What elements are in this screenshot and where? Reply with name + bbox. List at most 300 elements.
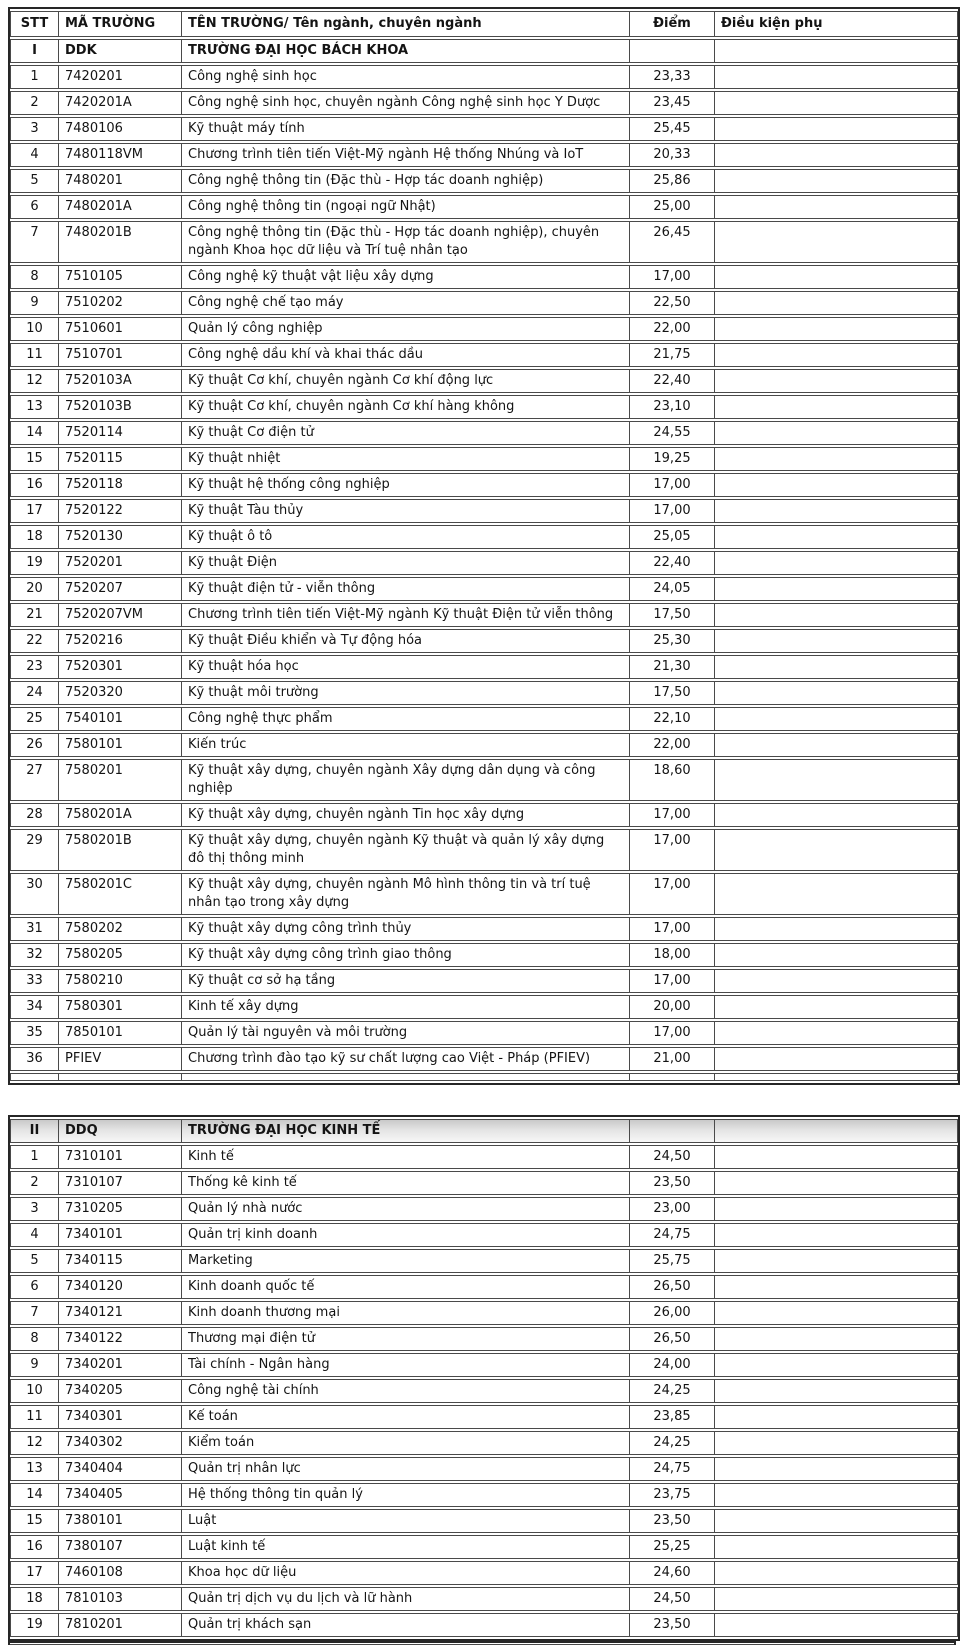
name-cell: Chương trình tiên tiến Việt-Mỹ ngành Hệ thống Nhúng và IoT bbox=[182, 143, 630, 167]
score-cell: 26,50 bbox=[630, 1327, 715, 1351]
scores-table-kinh-te bbox=[8, 1115, 960, 1641]
stt-cell: 6 bbox=[10, 195, 59, 219]
table-row bbox=[10, 1021, 958, 1045]
code-cell: 7520130 bbox=[59, 525, 182, 549]
header-stt: STT bbox=[10, 11, 59, 37]
code-cell: 7520216 bbox=[59, 629, 182, 653]
score-cell: 22,10 bbox=[630, 707, 715, 731]
name-cell: Kiến trúc bbox=[182, 733, 630, 757]
name-cell: Quản lý công nghiệp bbox=[182, 317, 630, 341]
name-cell: Quản trị nhân lực bbox=[182, 1457, 630, 1481]
name-cell: Marketing bbox=[182, 1249, 630, 1273]
table-row bbox=[10, 1353, 958, 1377]
stt-cell: 24 bbox=[10, 681, 59, 705]
stt-cell: 15 bbox=[10, 1509, 59, 1533]
table-row bbox=[10, 1327, 958, 1351]
score-cell: 17,50 bbox=[630, 603, 715, 627]
condition-cell bbox=[715, 1249, 958, 1273]
code-cell: 7480106 bbox=[59, 117, 182, 141]
score-cell: 26,50 bbox=[630, 1275, 715, 1299]
condition-cell bbox=[715, 1457, 958, 1481]
name-cell: Kỹ thuật Tàu thủy bbox=[182, 499, 630, 523]
empty-cell bbox=[10, 1073, 59, 1081]
stt-cell: 14 bbox=[10, 1483, 59, 1507]
condition-cell bbox=[715, 1431, 958, 1455]
stt-cell: 7 bbox=[10, 221, 59, 263]
stt-cell: 5 bbox=[10, 1249, 59, 1273]
score-cell: 21,30 bbox=[630, 655, 715, 679]
score-cell: 23,45 bbox=[630, 91, 715, 115]
spacer-row bbox=[10, 1073, 958, 1081]
header-score: Điểm bbox=[630, 11, 715, 37]
name-cell: Công nghệ sinh học bbox=[182, 65, 630, 89]
empty-cell bbox=[630, 1073, 715, 1081]
table-row bbox=[10, 421, 958, 445]
table-row bbox=[10, 117, 958, 141]
table-row bbox=[10, 1535, 958, 1559]
section-bach-khoa-body bbox=[10, 39, 958, 1081]
score-cell: 24,25 bbox=[630, 1431, 715, 1455]
score-cell: 24,00 bbox=[630, 1353, 715, 1377]
table-row bbox=[10, 917, 958, 941]
condition-cell bbox=[715, 577, 958, 601]
stt-cell: 18 bbox=[10, 525, 59, 549]
table-row bbox=[10, 265, 958, 289]
condition-cell bbox=[715, 317, 958, 341]
empty-cell bbox=[715, 1073, 958, 1081]
table-row bbox=[10, 603, 958, 627]
code-cell: 7340405 bbox=[59, 1483, 182, 1507]
condition-cell bbox=[715, 733, 958, 757]
name-cell: Tài chính - Ngân hàng bbox=[182, 1353, 630, 1377]
condition-cell bbox=[715, 447, 958, 471]
score-cell: 24,25 bbox=[630, 1379, 715, 1403]
section-score-cell bbox=[630, 39, 715, 63]
stt-cell: 3 bbox=[10, 1197, 59, 1221]
name-cell: Luật bbox=[182, 1509, 630, 1533]
code-cell: 7420201A bbox=[59, 91, 182, 115]
code-cell: 7520114 bbox=[59, 421, 182, 445]
stt-cell: 19 bbox=[10, 1613, 59, 1637]
header-code: MÃ TRƯỜNG bbox=[59, 11, 182, 37]
stt-cell: 2 bbox=[10, 1171, 59, 1195]
table-row bbox=[10, 447, 958, 471]
score-cell: 17,00 bbox=[630, 829, 715, 871]
name-cell: Kỹ thuật điện tử - viễn thông bbox=[182, 577, 630, 601]
code-cell: 7480201B bbox=[59, 221, 182, 263]
score-cell: 24,05 bbox=[630, 577, 715, 601]
score-cell: 25,30 bbox=[630, 629, 715, 653]
table-row bbox=[10, 759, 958, 801]
condition-cell bbox=[715, 65, 958, 89]
table-row bbox=[10, 1047, 958, 1071]
table-row bbox=[10, 995, 958, 1019]
table-row bbox=[10, 1249, 958, 1273]
stt-cell: 10 bbox=[10, 317, 59, 341]
score-cell: 24,60 bbox=[630, 1561, 715, 1585]
name-cell: Kinh tế bbox=[182, 1145, 630, 1169]
name-cell: Kỹ thuật Điều khiển và Tự động hóa bbox=[182, 629, 630, 653]
table-row bbox=[10, 473, 958, 497]
code-cell: 7520122 bbox=[59, 499, 182, 523]
table-row bbox=[10, 395, 958, 419]
section-score-cell bbox=[630, 1119, 715, 1143]
code-cell: 7580201B bbox=[59, 829, 182, 871]
name-cell: Kỹ thuật Cơ điện tử bbox=[182, 421, 630, 445]
stt-cell: 20 bbox=[10, 577, 59, 601]
name-cell: Kế toán bbox=[182, 1405, 630, 1429]
table-row bbox=[10, 1223, 958, 1247]
table-row bbox=[10, 1275, 958, 1299]
code-cell: 7810201 bbox=[59, 1613, 182, 1637]
code-cell: 7510701 bbox=[59, 343, 182, 367]
condition-cell bbox=[715, 917, 958, 941]
table-row bbox=[10, 1379, 958, 1403]
score-cell: 23,10 bbox=[630, 395, 715, 419]
code-cell: 7340205 bbox=[59, 1379, 182, 1403]
table-row bbox=[10, 65, 958, 89]
code-cell: 7340120 bbox=[59, 1275, 182, 1299]
condition-cell bbox=[715, 943, 958, 967]
name-cell: Kỹ thuật xây dựng, chuyên ngành Xây dựng dân dụng và công nghiệp bbox=[182, 759, 630, 801]
code-cell: 7520118 bbox=[59, 473, 182, 497]
name-cell: Công nghệ thông tin (Đặc thù - Hợp tác doanh nghiệp) bbox=[182, 169, 630, 193]
code-cell: 7580101 bbox=[59, 733, 182, 757]
code-cell: 7520103A bbox=[59, 369, 182, 393]
table-row bbox=[10, 1587, 958, 1611]
stt-cell: 2 bbox=[10, 91, 59, 115]
condition-cell bbox=[715, 291, 958, 315]
stt-cell: 13 bbox=[10, 1457, 59, 1481]
section-condition-cell bbox=[715, 1119, 958, 1143]
code-cell: 7380107 bbox=[59, 1535, 182, 1559]
score-cell: 20,00 bbox=[630, 995, 715, 1019]
score-cell: 25,25 bbox=[630, 1535, 715, 1559]
table-row bbox=[10, 1561, 958, 1585]
scores-table-bach-khoa bbox=[8, 7, 960, 1085]
table-row bbox=[10, 829, 958, 871]
stt-cell: 8 bbox=[10, 265, 59, 289]
table-row bbox=[10, 195, 958, 219]
name-cell: Kinh doanh quốc tế bbox=[182, 1275, 630, 1299]
stt-cell: 17 bbox=[10, 1561, 59, 1585]
score-cell: 22,00 bbox=[630, 317, 715, 341]
condition-cell bbox=[715, 1535, 958, 1559]
name-cell: Thương mại điện tử bbox=[182, 1327, 630, 1351]
score-cell: 20,33 bbox=[630, 143, 715, 167]
stt-cell: 19 bbox=[10, 551, 59, 575]
condition-cell bbox=[715, 369, 958, 393]
code-cell: 7340302 bbox=[59, 1431, 182, 1455]
score-cell: 25,86 bbox=[630, 169, 715, 193]
partial-next-row bbox=[8, 1641, 956, 1645]
code-cell: 7460108 bbox=[59, 1561, 182, 1585]
section-code: DDQ bbox=[59, 1119, 182, 1143]
section-header-row bbox=[10, 39, 958, 63]
name-cell: Kỹ thuật Điện bbox=[182, 551, 630, 575]
code-cell: 7810103 bbox=[59, 1587, 182, 1611]
stt-cell: 15 bbox=[10, 447, 59, 471]
score-cell: 25,45 bbox=[630, 117, 715, 141]
name-cell: Quản trị khách sạn bbox=[182, 1613, 630, 1637]
code-cell: 7510202 bbox=[59, 291, 182, 315]
stt-cell: 25 bbox=[10, 707, 59, 731]
code-cell: 7580301 bbox=[59, 995, 182, 1019]
stt-cell: 34 bbox=[10, 995, 59, 1019]
table-row bbox=[10, 629, 958, 653]
stt-cell: 8 bbox=[10, 1327, 59, 1351]
code-cell: 7380101 bbox=[59, 1509, 182, 1533]
table-row bbox=[10, 91, 958, 115]
name-cell: Kinh doanh thương mại bbox=[182, 1301, 630, 1325]
score-cell: 23,00 bbox=[630, 1197, 715, 1221]
code-cell: 7520201 bbox=[59, 551, 182, 575]
condition-cell bbox=[715, 759, 958, 801]
condition-cell bbox=[715, 1021, 958, 1045]
table-row bbox=[10, 551, 958, 575]
table-row bbox=[10, 369, 958, 393]
name-cell: Kỹ thuật Cơ khí, chuyên ngành Cơ khí động lực bbox=[182, 369, 630, 393]
stt-cell: 1 bbox=[10, 1145, 59, 1169]
condition-cell bbox=[715, 1327, 958, 1351]
score-cell: 22,40 bbox=[630, 369, 715, 393]
score-cell: 17,00 bbox=[630, 873, 715, 915]
condition-cell bbox=[715, 395, 958, 419]
score-cell: 17,50 bbox=[630, 681, 715, 705]
stt-cell: 17 bbox=[10, 499, 59, 523]
table-row bbox=[10, 1197, 958, 1221]
score-cell: 23,50 bbox=[630, 1509, 715, 1533]
stt-cell: 14 bbox=[10, 421, 59, 445]
condition-cell bbox=[715, 1483, 958, 1507]
condition-cell bbox=[715, 343, 958, 367]
code-cell: 7520207 bbox=[59, 577, 182, 601]
score-cell: 26,00 bbox=[630, 1301, 715, 1325]
code-cell: 7540101 bbox=[59, 707, 182, 731]
name-cell: Thống kê kinh tế bbox=[182, 1171, 630, 1195]
code-cell: 7340121 bbox=[59, 1301, 182, 1325]
condition-cell bbox=[715, 473, 958, 497]
score-cell: 24,50 bbox=[630, 1145, 715, 1169]
score-cell: 23,85 bbox=[630, 1405, 715, 1429]
name-cell: Kỹ thuật hệ thống công nghiệp bbox=[182, 473, 630, 497]
stt-cell: 5 bbox=[10, 169, 59, 193]
code-cell: 7850101 bbox=[59, 1021, 182, 1045]
stt-cell: 9 bbox=[10, 291, 59, 315]
code-cell: 7580205 bbox=[59, 943, 182, 967]
condition-cell bbox=[715, 91, 958, 115]
name-cell: Công nghệ thực phẩm bbox=[182, 707, 630, 731]
score-cell: 18,00 bbox=[630, 943, 715, 967]
table-row bbox=[10, 1483, 958, 1507]
table-row bbox=[10, 1509, 958, 1533]
table-row bbox=[10, 1613, 958, 1637]
table-row bbox=[10, 1145, 958, 1169]
condition-cell bbox=[715, 1145, 958, 1169]
table-row bbox=[10, 525, 958, 549]
stt-cell: 6 bbox=[10, 1275, 59, 1299]
section-code: DDK bbox=[59, 39, 182, 63]
score-cell: 26,45 bbox=[630, 221, 715, 263]
table-row bbox=[10, 143, 958, 167]
stt-cell: 29 bbox=[10, 829, 59, 871]
name-cell: Kỹ thuật môi trường bbox=[182, 681, 630, 705]
score-cell: 19,25 bbox=[630, 447, 715, 471]
stt-cell: 12 bbox=[10, 1431, 59, 1455]
condition-cell bbox=[715, 707, 958, 731]
score-cell: 17,00 bbox=[630, 265, 715, 289]
empty-cell bbox=[182, 1073, 630, 1081]
section-name: TRƯỜNG ĐẠI HỌC BÁCH KHOA bbox=[182, 39, 630, 63]
condition-cell bbox=[715, 829, 958, 871]
condition-cell bbox=[715, 421, 958, 445]
condition-cell bbox=[715, 169, 958, 193]
stt-cell: 18 bbox=[10, 1587, 59, 1611]
name-cell: Quản lý nhà nước bbox=[182, 1197, 630, 1221]
stt-cell: 16 bbox=[10, 473, 59, 497]
table-row bbox=[10, 1431, 958, 1455]
name-cell: Kỹ thuật nhiệt bbox=[182, 447, 630, 471]
condition-cell bbox=[715, 1405, 958, 1429]
score-cell: 17,00 bbox=[630, 969, 715, 993]
condition-cell bbox=[715, 499, 958, 523]
name-cell: Công nghệ dầu khí và khai thác dầu bbox=[182, 343, 630, 367]
header-name: TÊN TRƯỜNG/ Tên ngành, chuyên ngành bbox=[182, 11, 630, 37]
name-cell: Kỹ thuật cơ sở hạ tầng bbox=[182, 969, 630, 993]
name-cell: Công nghệ tài chính bbox=[182, 1379, 630, 1403]
score-cell: 24,55 bbox=[630, 421, 715, 445]
score-cell: 21,75 bbox=[630, 343, 715, 367]
condition-cell bbox=[715, 117, 958, 141]
table-row bbox=[10, 291, 958, 315]
score-cell: 23,50 bbox=[630, 1171, 715, 1195]
condition-cell bbox=[715, 995, 958, 1019]
score-cell: 23,75 bbox=[630, 1483, 715, 1507]
stt-cell: 16 bbox=[10, 1535, 59, 1559]
name-cell: Kinh tế xây dựng bbox=[182, 995, 630, 1019]
condition-cell bbox=[715, 265, 958, 289]
condition-cell bbox=[715, 603, 958, 627]
table-row bbox=[10, 969, 958, 993]
condition-cell bbox=[715, 1223, 958, 1247]
stt-cell: 36 bbox=[10, 1047, 59, 1071]
stt-cell: 11 bbox=[10, 1405, 59, 1429]
code-cell: 7340404 bbox=[59, 1457, 182, 1481]
score-cell: 17,00 bbox=[630, 803, 715, 827]
header-condition: Điều kiện phụ bbox=[715, 11, 958, 37]
condition-cell bbox=[715, 873, 958, 915]
name-cell: Công nghệ thông tin (ngoại ngữ Nhật) bbox=[182, 195, 630, 219]
condition-cell bbox=[715, 1509, 958, 1533]
score-cell: 17,00 bbox=[630, 917, 715, 941]
code-cell: 7310107 bbox=[59, 1171, 182, 1195]
name-cell: Kỹ thuật Cơ khí, chuyên ngành Cơ khí hàng không bbox=[182, 395, 630, 419]
name-cell: Kỹ thuật xây dựng công trình giao thông bbox=[182, 943, 630, 967]
section-index: I bbox=[10, 39, 59, 63]
table-gap bbox=[8, 1085, 966, 1115]
table-row bbox=[10, 1171, 958, 1195]
stt-cell: 35 bbox=[10, 1021, 59, 1045]
condition-cell bbox=[715, 629, 958, 653]
code-cell: 7340301 bbox=[59, 1405, 182, 1429]
code-cell: 7520103B bbox=[59, 395, 182, 419]
stt-cell: 10 bbox=[10, 1379, 59, 1403]
code-cell: 7510601 bbox=[59, 317, 182, 341]
name-cell: Quản trị kinh doanh bbox=[182, 1223, 630, 1247]
stt-cell: 27 bbox=[10, 759, 59, 801]
score-cell: 24,75 bbox=[630, 1457, 715, 1481]
name-cell: Kỹ thuật ô tô bbox=[182, 525, 630, 549]
name-cell: Chương trình đào tạo kỹ sư chất lượng cao Việt - Pháp (PFIEV) bbox=[182, 1047, 630, 1071]
stt-cell: 4 bbox=[10, 1223, 59, 1247]
name-cell: Công nghệ kỹ thuật vật liệu xây dựng bbox=[182, 265, 630, 289]
condition-cell bbox=[715, 1275, 958, 1299]
code-cell: 7580201C bbox=[59, 873, 182, 915]
table-row bbox=[10, 1301, 958, 1325]
code-cell: 7340101 bbox=[59, 1223, 182, 1247]
score-cell: 24,75 bbox=[630, 1223, 715, 1247]
stt-cell: 30 bbox=[10, 873, 59, 915]
section-kinh-te-body bbox=[10, 1119, 958, 1637]
score-cell: 23,33 bbox=[630, 65, 715, 89]
score-cell: 17,00 bbox=[630, 1021, 715, 1045]
stt-cell: 26 bbox=[10, 733, 59, 757]
name-cell: Hệ thống thông tin quản lý bbox=[182, 1483, 630, 1507]
code-cell: 7340115 bbox=[59, 1249, 182, 1273]
name-cell: Kiểm toán bbox=[182, 1431, 630, 1455]
stt-cell: 23 bbox=[10, 655, 59, 679]
code-cell: 7520301 bbox=[59, 655, 182, 679]
name-cell: Luật kinh tế bbox=[182, 1535, 630, 1559]
stt-cell: 28 bbox=[10, 803, 59, 827]
stt-cell: 32 bbox=[10, 943, 59, 967]
name-cell: Quản trị dịch vụ du lịch và lữ hành bbox=[182, 1587, 630, 1611]
stt-cell: 1 bbox=[10, 65, 59, 89]
stt-cell: 13 bbox=[10, 395, 59, 419]
name-cell: Kỹ thuật máy tính bbox=[182, 117, 630, 141]
table-row bbox=[10, 221, 958, 263]
score-cell: 22,50 bbox=[630, 291, 715, 315]
condition-cell bbox=[715, 221, 958, 263]
stt-cell: 21 bbox=[10, 603, 59, 627]
table-row bbox=[10, 317, 958, 341]
code-cell: 7510105 bbox=[59, 265, 182, 289]
name-cell: Kỹ thuật hóa học bbox=[182, 655, 630, 679]
name-cell: Công nghệ sinh học, chuyên ngành Công nghệ sinh học Y Dược bbox=[182, 91, 630, 115]
section-condition-cell bbox=[715, 39, 958, 63]
condition-cell bbox=[715, 969, 958, 993]
name-cell: Kỹ thuật xây dựng, chuyên ngành Tin học xây dựng bbox=[182, 803, 630, 827]
code-cell: 7580201A bbox=[59, 803, 182, 827]
name-cell: Khoa học dữ liệu bbox=[182, 1561, 630, 1585]
condition-cell bbox=[715, 655, 958, 679]
condition-cell bbox=[715, 1613, 958, 1637]
condition-cell bbox=[715, 1561, 958, 1585]
code-cell: 7580201 bbox=[59, 759, 182, 801]
section-header-row bbox=[10, 1119, 958, 1143]
table-row bbox=[10, 873, 958, 915]
table-header bbox=[10, 11, 958, 37]
score-cell: 25,75 bbox=[630, 1249, 715, 1273]
name-cell: Kỹ thuật xây dựng, chuyên ngành Mô hình thông tin và trí tuệ nhân tạo trong xây dựng bbox=[182, 873, 630, 915]
stt-cell: 3 bbox=[10, 117, 59, 141]
table-row bbox=[10, 655, 958, 679]
table-row bbox=[10, 169, 958, 193]
condition-cell bbox=[715, 1197, 958, 1221]
header-row bbox=[10, 11, 958, 37]
score-cell: 21,00 bbox=[630, 1047, 715, 1071]
condition-cell bbox=[715, 1171, 958, 1195]
